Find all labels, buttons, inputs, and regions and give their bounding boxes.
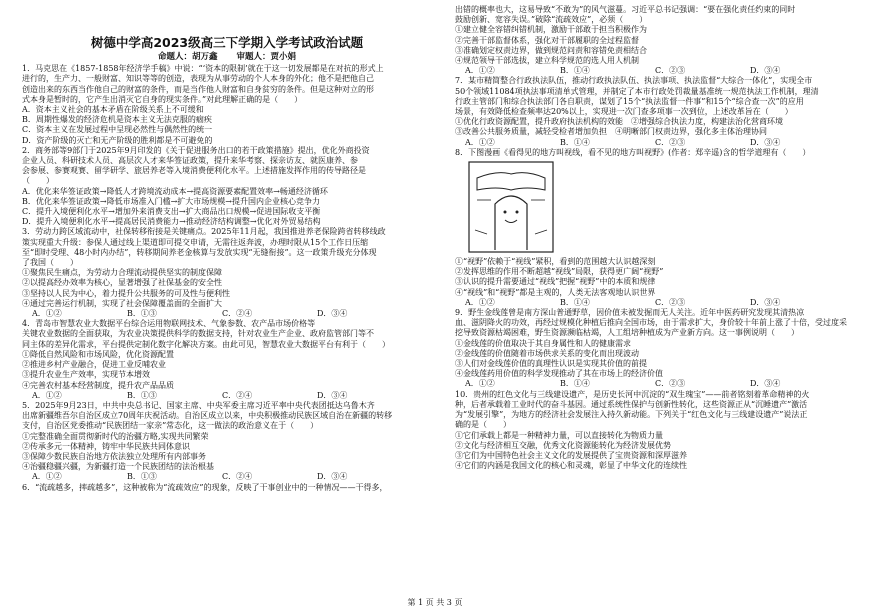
text-line: ①它们承载上都是一种精神力量，可以直接转化为物质力量	[455, 430, 663, 440]
answer-option: C．②④	[222, 390, 253, 400]
text-line: 至“即时受理、48小时内办结”，转移期间养老金核算与发放实现“无缝衔接”。这一政策升级充分体现	[22, 247, 377, 257]
answer-option: B．①④	[560, 379, 590, 389]
text-line: 创造出来的东西当作他自己的财富的条件，而是当作他人财富和自身贫穷的条件。但是这种对立的形	[22, 84, 374, 94]
text-line: 出错的概率也大，这易导致“不敢为”的风气滋蔓。习近平总书记强调：“要在强化责任约束的同时	[455, 5, 796, 14]
text-line: ③它们为中国特色社会主义文化的发展提供了宝贵资源和深厚滋养	[455, 450, 687, 460]
q7-options-block	[455, 138, 865, 148]
answer-option: C．②③	[655, 379, 686, 389]
answer-option: A．①②	[32, 472, 62, 482]
q10-block	[455, 390, 865, 472]
answer-option: D．③④	[317, 472, 348, 482]
text-line: 血、滋阴降火的功效，再经过规模化种植后推向全国市场，由于需求扩大，身价较十年前上涨了十倍，受过度采	[455, 318, 847, 328]
text-line: ②以提高经办效率为核心，显著增强了社保基金的安全性	[22, 278, 222, 288]
answer-option: D．③④	[750, 66, 781, 76]
text-line: 1．马克思在《1857-1858年经济学手稿》中说：“‘资本的限制’就在于这一切发展都是在对抗的形式上	[22, 64, 384, 74]
answer-option: A．①②	[465, 66, 495, 76]
answer-option: B．①③	[127, 472, 157, 482]
text-line: ③认识的提升需要通过“视线”把握“视野”中的本质和规律	[455, 277, 656, 287]
answer-option: B．①④	[560, 297, 590, 307]
answer-options	[22, 391, 432, 401]
text-line: 3．劳动力跨区域流动中，社保转移衔接是关键痛点。2025年11月起，我国推进养老保险跨省转移线政	[22, 227, 386, 237]
text-line: ①“视野”依赖于“视线”紧积，看到的范围越大认识越深刻	[455, 257, 656, 267]
text-line: （ ）	[22, 176, 54, 186]
cartoon-drawing-icon	[467, 160, 555, 254]
text-line: ③改善公共服务质量，减轻受检者增加负担 ④明晰部门权责边界，强化多主体治理协同	[455, 127, 767, 137]
text-line: ②推进乡村产业融合，促进工业反哺农业	[22, 360, 166, 370]
answer-option: A．①②	[32, 309, 62, 319]
text-line: 进行的，生产力、一般财富、知识等等的创造，表现为从事劳动的个人本身的外化；他不是把他自己	[22, 74, 374, 84]
answer-option: D．③④	[317, 390, 348, 400]
text-line: 同主体的差异化需求，平台提供定制化数字化解决方案。由此可见，智慧农业大数据平台有利于（ ）	[22, 339, 390, 349]
text-line: ①完整准确全面贯彻新时代的治疆方略,实现共同繁荣	[22, 431, 209, 441]
text-line: ③准确划定权责边界，做到规范问责和容错免责相结合	[455, 45, 647, 55]
text-line: 9．野生金线莲曾是南方深山普通野草，因价值未被发掘而无人关注。近年中医药研究发现其清热凉	[455, 308, 805, 318]
text-line: ④规范领导干部选拔，建立科学规范的选人用人机制	[455, 56, 639, 66]
text-line: ①降低自然风险和市场风险，优化资源配置	[22, 349, 174, 359]
answer-option: B．①④	[560, 137, 590, 147]
answer-option: C．②③	[655, 66, 686, 76]
answer-options	[455, 138, 865, 148]
answer-option: A．①②	[465, 137, 495, 147]
text-line: C．资本主义在发展过程中呈现必然性与偶然性的统一	[22, 125, 213, 135]
q8-statements	[455, 257, 865, 298]
left-questions	[22, 64, 432, 493]
text-line: 50个领域11084项执法事项清单式管理，并制定了本市行政处罚裁量基准统一规范执法工作机制，理清	[455, 86, 819, 96]
text-line: 场景，有效降低检查频率达20%以上，实现进一次门查多项事一次到位，上述改革旨在（ ）	[455, 107, 793, 117]
text-line: ③坚持以人民为中心，着力提升公共服务的可及性与便利性	[22, 288, 230, 298]
answer-option: D．③④	[750, 379, 781, 389]
text-line: 出席新疆维吾尔自治区成立70周年庆祝活动。自治区成立以来，中央积极推动民族区域自治在新疆的转移	[22, 411, 393, 421]
answer-option: C．②③	[655, 297, 686, 307]
text-line: 了我国（ ）	[22, 258, 78, 268]
text-line: 种，后者承载着工业时代的奋斗基因。通过系统性保护与创新性转化，这些资源正从“沉睡遗产”激活	[455, 399, 808, 409]
text-line: D．资产阶级的灭亡和无产阶级的胜利都是不可避免的	[22, 135, 213, 145]
text-line: ③提升农业生产效率，实现节本增效	[22, 370, 150, 380]
answer-option: D．③④	[317, 309, 348, 319]
reviewer: 审题人：贾小娟	[236, 52, 296, 62]
right-column	[455, 5, 865, 471]
text-line: ①金线莲的价值取决于其自身属性和人的健康需求	[455, 338, 631, 348]
q8-stem: 8．下图漫画《看得见的地方叫视线，看不见的地方叫视野》(作者：郑辛遥)含的哲学道理有（ ）	[455, 147, 811, 157]
text-line: 4．青岛市智慧农业大数据平台综合运用物联网技术、气象参数、农产品市场价格等	[22, 319, 316, 329]
text-line: B．优化来华签证政策→降低市场准入门槛→扩大市场规模→提升国内企业核心竞争力	[22, 196, 320, 206]
text-line: ③人们对金线莲价值的真理性认识是实现其价值的前提	[455, 359, 647, 369]
text-line: C．提升入境便利化水平→增加外来消费支出→扩大商品出口规模→促进国际收支平衡	[22, 207, 321, 217]
text-line: D．提升入境便利化水平→提高居民消费能力→推动经济结构调整→优化对外贸易结构	[22, 217, 321, 227]
text-line: B．周期性爆发的经济危机是资本主义无法克服的痼疾	[22, 115, 212, 125]
text-line: ②完善干部监督体系，强化对干部履职的全过程监督	[455, 35, 639, 45]
answer-option: B．①③	[127, 309, 157, 319]
text-line: ④金线莲药用价值的科学发现推动了其在市场上的经济价值	[455, 369, 663, 379]
answer-option: C．②④	[222, 309, 253, 319]
left-column	[22, 5, 432, 493]
text-line: 式本身是暂时的，它产生出消灭它自身的现实条件。”对此理解正确的是（ ）	[22, 94, 303, 104]
text-line: 2．商务部等9部门于2025年9月印发的《关于促进服务出口的若干政策措施》提出，优化外商投资	[22, 145, 370, 155]
answer-option: D．③④	[750, 297, 781, 307]
q9-block	[455, 308, 865, 379]
answer-option: B．①④	[560, 66, 590, 76]
text-line: ④“视线”和“视野”都是主观的，人类无法客观地认识世界	[455, 287, 656, 297]
text-line: ①建立健全容错纠错机制，激励干部敢于担当积极作为	[455, 25, 647, 35]
answer-option: C．②④	[222, 472, 253, 482]
text-line: 确的是（ ）	[455, 420, 511, 430]
answer-options	[22, 309, 432, 319]
text-line: ④它们的内涵是我国文化的核心和灵魂，彰显了中华文化的连续性	[455, 461, 687, 471]
q9-options	[455, 379, 865, 389]
answer-option: A．①②	[465, 297, 495, 307]
cartoon-figure	[467, 160, 555, 254]
text-line: ②发挥思维的作用不断超越“视线”局限，获得更广阔“视野”	[455, 267, 664, 277]
q8-options	[455, 298, 865, 308]
text-line: 鼓励创新、宽容失误。”破除“流疏效应”，必须（ ）	[455, 15, 648, 25]
answer-option: A．①②	[32, 390, 62, 400]
text-line: ④治疆稳疆兴疆，为新疆打造一个民族团结的法治根基	[22, 462, 214, 472]
answer-option: A．①②	[465, 379, 495, 389]
text-line: ③保障少数民族自治地方依法独立处理所有内部事务	[22, 451, 206, 461]
text-line: ①优化行政资源配置，提升政府执法机构的效能 ②增强综合执法力度，构建法治化营商环境	[455, 117, 783, 127]
text-line: ②传承多元一体精神，铸牢中华民族共同体意识	[22, 441, 190, 451]
text-line: 6．“流疏越多，摔疏越多”，这种被称为“流疏效应”的现象，反映了干事创业中的一种情况——干得多，	[22, 482, 388, 492]
text-line: 挖导致资源枯竭困难，野生资源濒临枯竭，人工组培种植成为产业新方向。这一事例说明（ ）	[455, 328, 799, 338]
text-line: 10．贵州的红色文化与三线建设遗产，是历史长河中沉淀的“双生瑰宝”——前者铭刻着革命精神的火	[455, 389, 810, 399]
text-line: 行政主管部门和综合执法部门各自职责，谋划了15个“执法监督一件事”和15个“综合查一次”的应用	[455, 96, 804, 106]
text-line: ①聚焦民生痛点，为劳动力合理流动提供坚实的制度保障	[22, 268, 222, 278]
text-line: 为“发展引擎”，为地方的经济社会发展注入持久新动能。下列关于“红色文化与三线建设遗产”说法正	[455, 410, 808, 420]
answer-options	[22, 472, 432, 482]
text-line: 企业人员、科研技术人员、高层次人才来华签证政策，提升来华考察、探亲访友、就医康养、参	[22, 156, 358, 166]
text-line: ④完善农村基本经营制度，提升农产品品质	[22, 380, 174, 390]
authors-line	[22, 52, 432, 62]
text-line: 策实现重大升级：参保人通过线上渠道即可提交申请，无需往返奔波，办理时限从15个工作日压缩	[22, 237, 369, 247]
text-line: 5．2025年9月23日，中共中央总书记、国家主席、中央军委主席习近平率中央代表团抵达乌鲁木齐	[22, 400, 375, 410]
text-line: ②金线莲的价值随着市场供求关系的变化而出现波动	[455, 348, 639, 358]
proposer: 命题人：胡万鑫	[158, 52, 218, 62]
q6-options	[455, 66, 865, 76]
exam-title: 树德中学高2023级高三下学期入学考试政治试题	[90, 35, 364, 50]
text-line: 关键农业数据的全面获取，为农业决策提供科学的数据支持，针对农业生产企业、政府监管部门等不	[22, 329, 374, 339]
text-line: A．资本主义社会的基本矛盾在阶级关系上不可缓和	[22, 105, 204, 115]
text-line: A．优化来华签证政策→降低人才跨境流动成本→提高资源要素配置效率→畅通经济循环	[22, 186, 328, 196]
answer-option: C．②③	[655, 137, 686, 147]
text-line: ④通过完善运行机制，实现了社会保障覆盖面的全面扩大	[22, 298, 222, 308]
text-line: 7．某市精简整合行政执法队伍，推动行政执法队伍、执法事项、执法监督“大综合一体化”，实现全市	[455, 76, 813, 86]
right-top-questions	[455, 5, 865, 138]
text-line: ②文化与经济相互交融，优秀文化资源能转化为经济发展优势	[455, 440, 671, 450]
text-line: 会参展、参赛观赛、留学研学、旅居养老等入境消费便利化水平。上述措施发挥作用的传导路径是	[22, 166, 366, 176]
page-footer: 第 1 页 共 3 页	[407, 598, 463, 607]
text-line: 支付，自治区党委推动“民族团结一家亲”常态化，这一做法的政治意义在于（ ）	[22, 421, 319, 431]
answer-option: D．③④	[750, 137, 781, 147]
answer-option: B．①③	[127, 390, 157, 400]
